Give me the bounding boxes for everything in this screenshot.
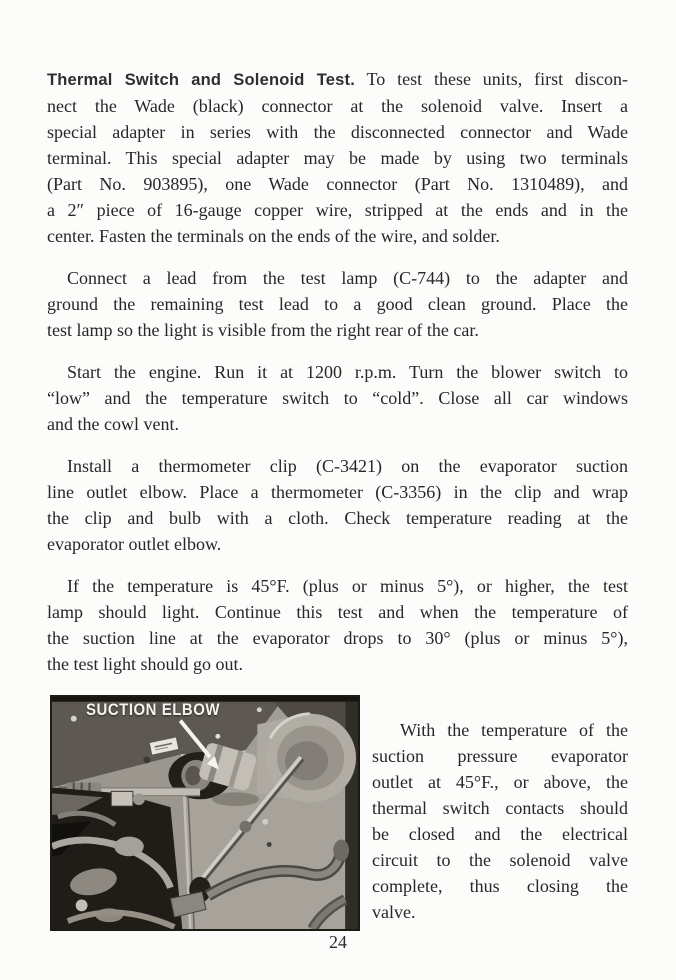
text-line: Connect a lead from the test lamp (C-744) to the adapter and: [67, 268, 628, 288]
text-line: “low” and the temperature switch to “cold”. Close all car windows: [47, 388, 628, 408]
text-line: lamp should light. Continue this test and when the temperature of: [47, 602, 628, 622]
text-line: a 2″ piece of 16-gauge copper wire, stripped at the ends and in the: [47, 200, 628, 220]
text-line: ground the remaining test lead to a good clean ground. Place the: [47, 294, 628, 314]
text-line: special adapter in series with the disconnected connector and Wade: [47, 122, 628, 142]
section-heading: Thermal Switch and Solenoid Test.: [47, 71, 355, 89]
paragraph-connect-lead: [47, 265, 628, 343]
side-paragraph: [372, 717, 628, 925]
text-line: complete, thus closing the: [372, 876, 628, 896]
text-line: outlet at 45°F., or above, the: [372, 772, 628, 792]
text-line: the clip and bulb with a cloth. Check temperature reading at the: [47, 508, 628, 528]
page-number: 24: [329, 932, 347, 952]
text-line: the suction line at the evaporator drops to 30° (plus or minus 5°),: [47, 628, 628, 648]
text-line: and the cowl vent.: [47, 414, 179, 434]
text-line: center. Fasten the terminals on the ends of the wire, and solder.: [47, 226, 500, 246]
body-text: [47, 66, 628, 693]
text-line-rest: To test these units, first discon-: [366, 69, 628, 89]
text-line: suction pressure evaporator: [372, 746, 628, 766]
text-line: With the temperature of the: [400, 720, 628, 740]
text-line: (Part No. 903895), one Wade connector (Part No. 1310489), and: [47, 174, 628, 194]
text-line: evaporator outlet elbow.: [47, 534, 222, 554]
photo-caption: SUCTION ELBOW: [86, 700, 221, 719]
paragraph-start-engine: [47, 359, 628, 437]
text-line: Start the engine. Run it at 1200 r.p.m. Turn the blower switch to: [67, 362, 628, 382]
paragraph-thermometer-clip: [47, 453, 628, 557]
text-line: the test light should go out.: [47, 654, 243, 674]
text-line: Install a thermometer clip (C-3421) on the evaporator suction: [67, 456, 628, 476]
text-line: [47, 66, 628, 93]
suction-elbow-photo: [50, 695, 360, 931]
text-line: terminal. This special adapter may be made by using two terminals: [47, 148, 628, 168]
text-line: nect the Wade (black) connector at the solenoid valve. Insert a: [47, 96, 628, 116]
text-line: be closed and the electrical: [372, 824, 628, 844]
photo-illustration: [52, 697, 358, 929]
text-line: valve.: [372, 902, 416, 922]
paragraph-temperature-test: [47, 573, 628, 677]
text-line: If the temperature is 45°F. (plus or minus 5°), or higher, the test: [67, 576, 628, 596]
text-line: thermal switch contacts should: [372, 798, 628, 818]
text-line: circuit to the solenoid valve: [372, 850, 628, 870]
paragraph-thermal-switch-test: [47, 66, 628, 249]
text-line: test lamp so the light is visible from the right rear of the car.: [47, 320, 479, 340]
text-line: line outlet elbow. Place a thermometer (C-3356) in the clip and wrap: [47, 482, 628, 502]
